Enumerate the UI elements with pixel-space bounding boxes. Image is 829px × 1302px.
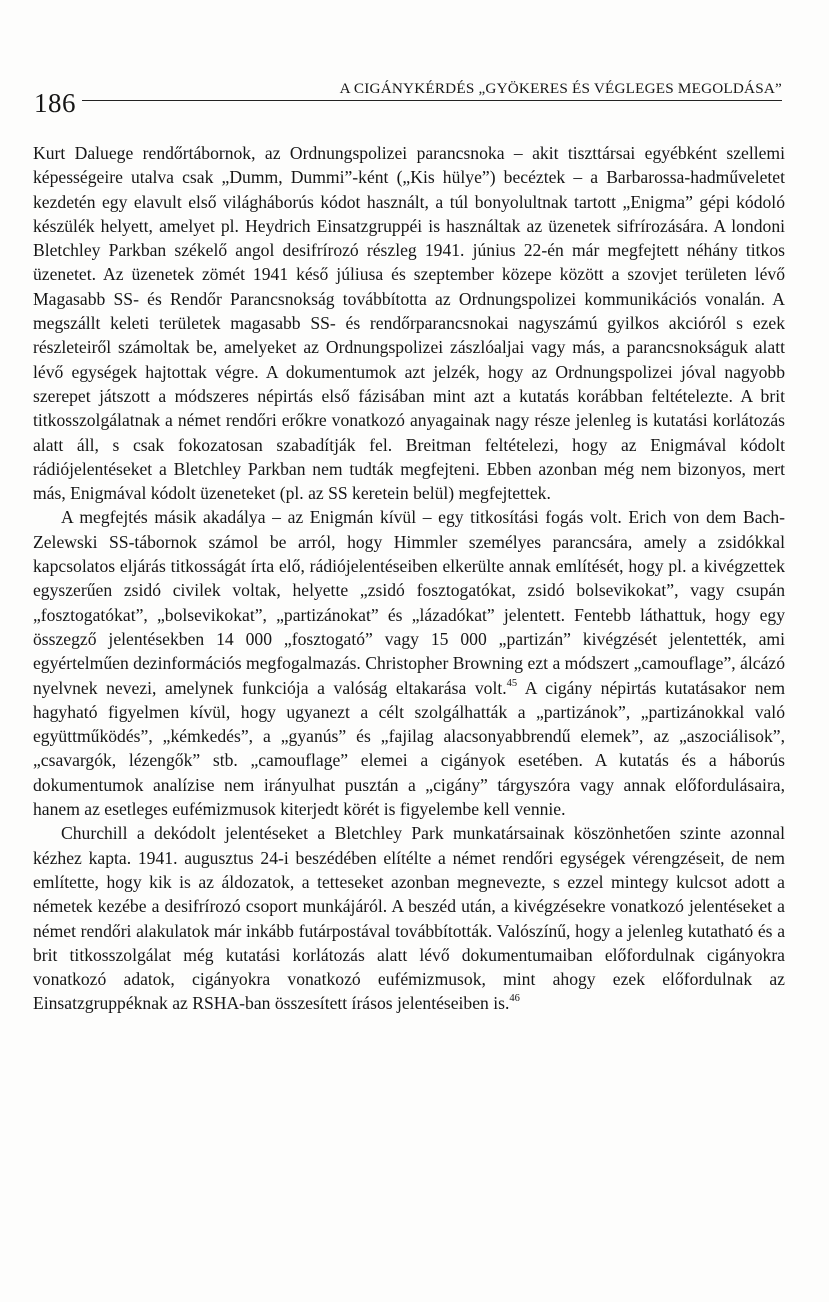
header-rule (82, 100, 782, 101)
page-header (34, 76, 782, 128)
paragraph-1-text: Kurt Daluege rendőrtábornok, az Ordnungspolizei parancsnoka – akit tiszttársai egyébként szellemi képességeire utalva csak „Dumm, Dummi”-ként („Kis hülye”) becéztek – a Barbarossa-hadműveletet kezdetén egy elavult első világháborús kódot használt, a túl bonyolultnak tartott „Enigma” gépi kódoló készülék helyett, amelyet pl. Heydrich Einsatzgruppéi is használtak az üzenetek sifrírozására. A londoni Bletchley Parkban székelő angol desifrírozó részleg 1941. június 22-én már megfejtett néhány titkos üzenetet. Az üzenetek zömét 1941 késő júliusa és szeptember közepe között a szovjet területen lévő Magasabb SS- és Rendőr Parancsnokság továbbította az Ordnungspolizei kommunikációs vonalán. A megszállt keleti területek magasabb SS- és rendőrparancsnokai nagyszámú gyilkos akcióról s ezek részleteiről számoltak be, amelyeket az Ordnungspolizei zászlóaljai vagy más, a parancsnokságuk alatt lévő egységek hajtottak végre. A dokumentumok azt jelzék, hogy az Ordnungspolizei jóval nagyobb szerepet játszott a módszeres népirtás első fázisában mint azt a kutatás korábban feltételezte. A brit titkosszolgálatnak a német rendőri erőkre vonatkozó anyagainak nagy része jelenleg is kutatási korlátozás alatt áll, s csak fokozatosan szabadítják fel. Breitman feltételezi, hogy az Enigmával kódolt rádiójelentéseket a Bletchley Parkban nem tudták megfejteni. Ebben azonban még nem bizonyos, mert más, Enigmával kódolt üzeneteket (pl. az SS keretein belül) megfejtettek. (33, 143, 785, 504)
paragraph-2-text-continued: A cigány népirtás kutatásakor nem hagyható figyelmen kívül, hogy ugyanezt a célt szolgálhatták a „partizánok”, „partizánokkal való együttműködés”, „kémkedés”, a „gyanús” és „fajilag alacsonyabbrendű elemek”, az „aszociálisok”, „csavargók, lézengők” stb. „camouflage” elemei a cigányok esetében. A kutatás és a háborús dokumentumok analízise nem irányulhat pusztán a „cigány” tárgyszóra vagy annak előfordulásaira, hanem az esetleges eufémizmusok kiterjedt körét is figyelembe kell vennie. (33, 677, 785, 820)
footnote-ref-45[interactable]: 45 (506, 677, 518, 689)
running-title: A CIGÁNYKÉRDÉS „GYÖKERES ÉS VÉGLEGES MEGOLDÁSA” (339, 80, 782, 97)
paragraph-3-text: Churchill a dekódolt jelentéseket a Bletchley Park munkatársainak köszönhetően szinte azonnal kézhez kapta. 1941. augusztus 24-i beszédében elítélte a német rendőri egységek vérengzéseit, de nem említette, hogy kik is az áldozatok, a tetteseket azonban megnevezte, s ezzel mintegy kulcsot adott a németek kezébe a desifrírozó csoport munkájáról. A beszéd után, a kivégzésekre vonatkozó jelentéseket a német rendőri alakulatok már inkább futárpostával továbbították. Valószínű, hogy a jelenleg kutatható és a brit titkosszolgálat még kutatási korlátozás alatt lévő dokumentumaiban előfordulnak cigányokra vonatkozó adatok, cigányokra vonatkozó eufémizmusok, mint ahogy ezek előfordulnak az Einsatzgruppéknak az RSHA-ban összesített írásos jelentéseiben is. (33, 823, 785, 1014)
footnote-ref-46[interactable]: 46 (509, 993, 520, 1005)
paragraph-3 (33, 821, 785, 1015)
page-number: 186 (34, 88, 76, 118)
paragraph-2-text: A megfejtés másik akadálya – az Enigmán kívül – egy titkosítási fogás volt. Erich von dem Bach-Zelewski SS-tábornok számol be arról, hogy Himmler személyes parancsára, amely a zsidókkal kapcsolatos eljárás titkosságát írta elő, rádiójelentéseiben elkerülte annak említését, hogy pl. a kivégzettek egyszerűen zsidó civilek voltak, helyette „zsidó fosztogatókat, zsidó bolsevikokat”, vagy csupán „fosztogatókat”, „bolsevikokat”, „partizánokat” és „lázadókat” jelentett. Fentebb láthattuk, hogy egy összegző jelentésekben 14 000 „fosztogató” vagy 15 000 „partizán” kivégzését jelentették, ami egyértelműen dezinformációs megfogalmazás. Christopher Browning ezt a módszert „camouflage”, álcázó nyelvnek nevezi, amelynek funkciója a valóság eltakarása volt. (33, 507, 785, 698)
paragraph-1 (33, 141, 785, 505)
paragraph-2 (33, 505, 785, 821)
body-text (33, 141, 785, 1016)
